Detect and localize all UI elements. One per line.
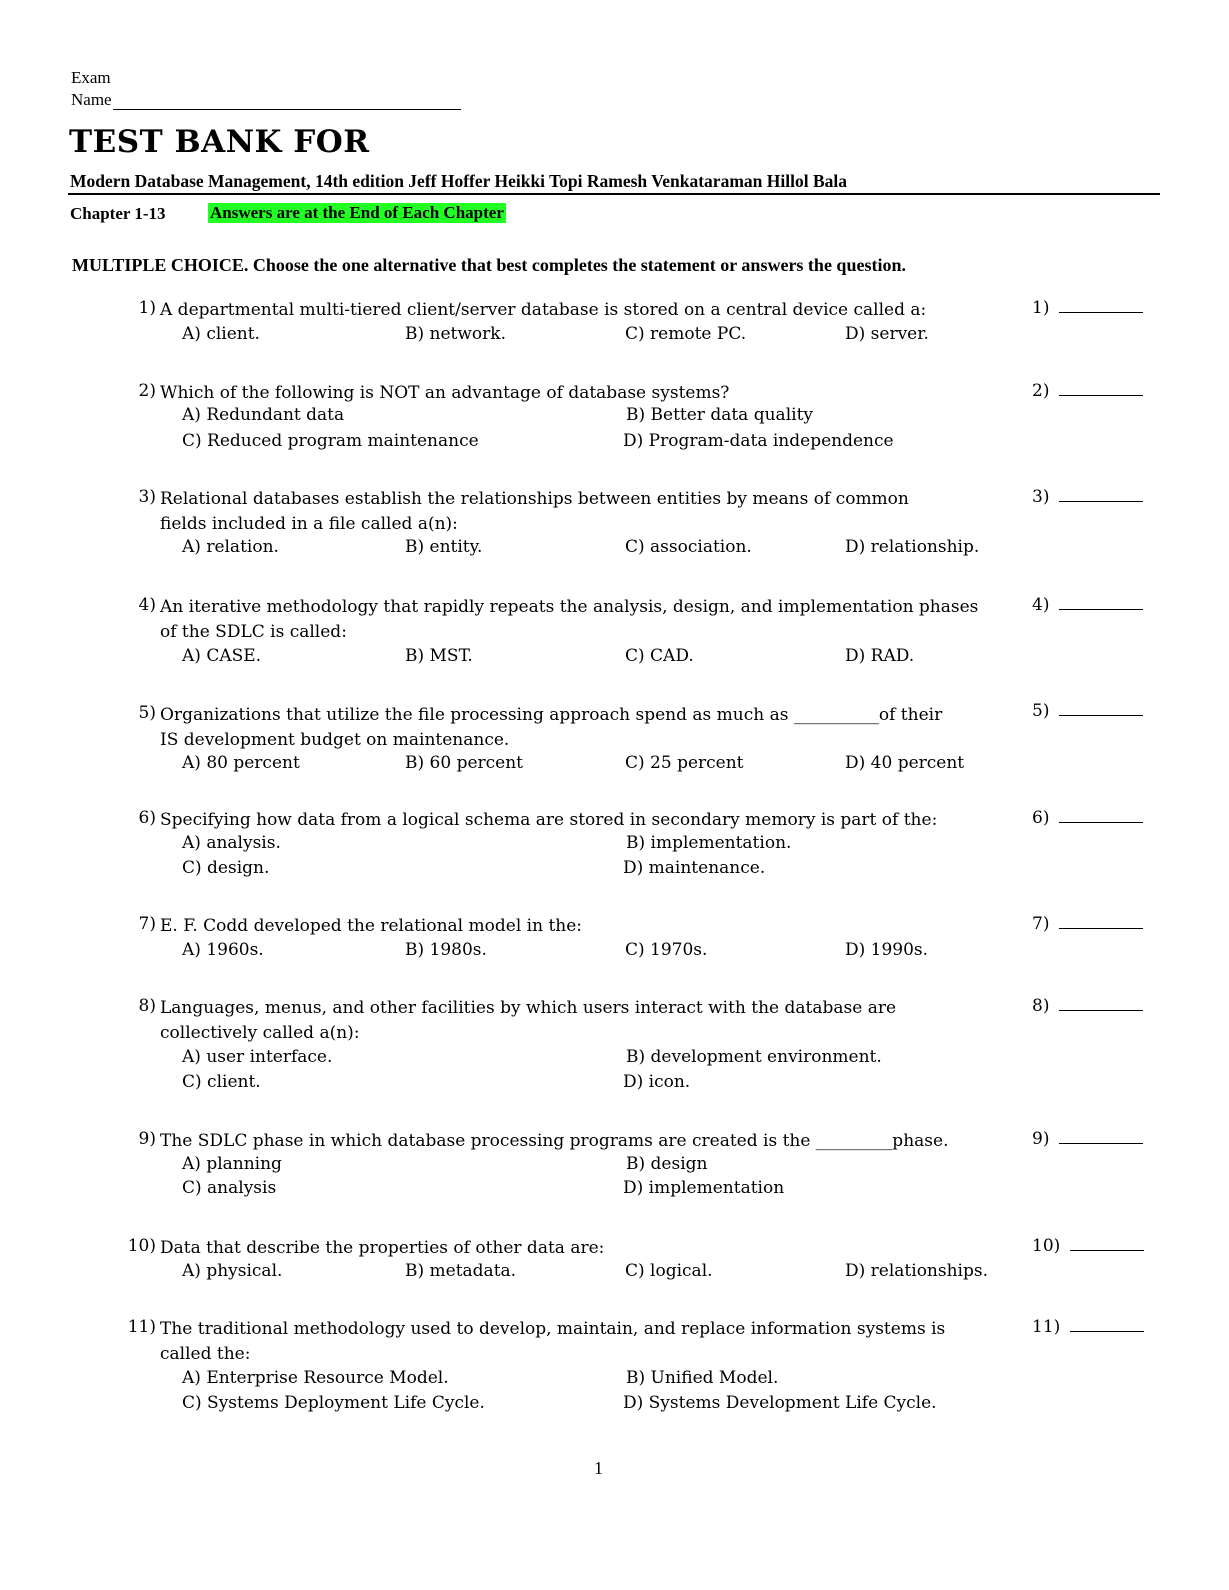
option-c[interactable]: C) Reduced program maintenance <box>182 431 479 451</box>
answer-slot[interactable] <box>1032 914 1143 934</box>
question-number: 4) <box>138 595 156 615</box>
question-text: Relational databases establish the relationships between entities by means of common fields included in a file called a(n): <box>160 489 909 534</box>
option-c[interactable]: C) association. <box>625 537 752 557</box>
option-a[interactable]: A) Redundant data <box>182 405 345 425</box>
option-c[interactable]: C) analysis <box>182 1178 277 1198</box>
option-c[interactable]: C) design. <box>182 858 270 878</box>
name-label: Name <box>71 90 112 109</box>
answer-label: 7) <box>1032 914 1050 934</box>
answer-label: 8) <box>1032 996 1050 1016</box>
option-b[interactable]: B) Better data quality <box>626 405 813 425</box>
chapter-label: Chapter 1-13 <box>70 204 166 223</box>
question-number: 6) <box>138 808 156 828</box>
answer-blank[interactable] <box>1059 595 1143 610</box>
option-c[interactable]: C) 1970s. <box>625 940 708 960</box>
option-d[interactable]: D) icon. <box>623 1072 691 1092</box>
question-text: E. F. Codd developed the relational model in the: <box>160 916 583 936</box>
exam-label: Exam <box>71 68 111 87</box>
answer-blank[interactable] <box>1059 1129 1143 1144</box>
answer-slot[interactable] <box>1032 381 1143 401</box>
option-b[interactable]: B) 1980s. <box>405 940 487 960</box>
answer-label: 3) <box>1032 487 1050 507</box>
option-d[interactable]: D) relationships. <box>845 1261 988 1281</box>
book-subtitle: Modern Database Management, 14th edition Jeff Hoffer Heikki Topi Ramesh Venkataraman Hillol Bala <box>70 171 847 191</box>
answer-slot[interactable] <box>1032 487 1143 507</box>
question-text: Specifying how data from a logical schema are stored in secondary memory is part of the: <box>160 810 938 830</box>
option-a[interactable]: A) client. <box>182 324 260 344</box>
answer-label: 6) <box>1032 808 1050 828</box>
question-text: A departmental multi-tiered client/server database is stored on a central device called a: <box>160 300 927 320</box>
question-number: 9) <box>138 1129 156 1149</box>
option-d[interactable]: D) maintenance. <box>623 858 766 878</box>
option-a[interactable]: A) CASE. <box>182 646 262 666</box>
answer-label: 4) <box>1032 595 1050 615</box>
option-d[interactable]: D) 1990s. <box>845 940 929 960</box>
answer-label: 2) <box>1032 381 1050 401</box>
answer-label: 5) <box>1032 701 1050 721</box>
question-text: Which of the following is NOT an advantage of database systems? <box>160 383 730 403</box>
answer-slot[interactable] <box>1032 701 1143 721</box>
option-b[interactable]: B) implementation. <box>626 833 792 853</box>
option-b[interactable]: B) network. <box>405 324 506 344</box>
option-d[interactable]: D) RAD. <box>845 646 915 666</box>
option-d[interactable]: D) Program-data independence <box>623 431 894 451</box>
answer-blank[interactable] <box>1059 701 1143 716</box>
option-c[interactable]: C) Systems Deployment Life Cycle. <box>182 1393 485 1413</box>
instructions: MULTIPLE CHOICE. Choose the one alternative that best completes the statement or answers the question. <box>72 255 906 275</box>
option-d[interactable]: D) Systems Development Life Cycle. <box>623 1393 937 1413</box>
question-text: An iterative methodology that rapidly repeats the analysis, design, and implementation phases of the SDLC is called: <box>160 597 979 642</box>
option-b[interactable]: B) MST. <box>405 646 473 666</box>
question-number: 7) <box>138 914 156 934</box>
option-c[interactable]: C) 25 percent <box>625 753 744 773</box>
answer-slot[interactable] <box>1032 1317 1144 1337</box>
answer-label: 1) <box>1032 298 1050 318</box>
option-a[interactable]: A) user interface. <box>182 1047 333 1067</box>
header-rule <box>68 193 1160 195</box>
answer-blank[interactable] <box>1059 487 1143 502</box>
answer-blank[interactable] <box>1059 298 1143 313</box>
question-text: The SDLC phase in which database processing programs are created is the _________phase. <box>160 1131 949 1151</box>
question-number: 10) <box>127 1236 156 1256</box>
option-b[interactable]: B) metadata. <box>405 1261 517 1281</box>
answer-label: 9) <box>1032 1129 1050 1149</box>
answer-blank[interactable] <box>1059 914 1143 929</box>
answer-blank[interactable] <box>1070 1236 1144 1251</box>
option-b[interactable]: B) entity. <box>405 537 483 557</box>
answer-slot[interactable] <box>1032 298 1143 318</box>
answer-blank[interactable] <box>1059 381 1143 396</box>
option-b[interactable]: B) development environment. <box>626 1047 882 1067</box>
answer-label: 11) <box>1032 1317 1061 1337</box>
answer-slot[interactable] <box>1032 808 1143 828</box>
option-a[interactable]: A) relation. <box>182 537 279 557</box>
option-d[interactable]: D) implementation <box>623 1178 785 1198</box>
answers-note: Answers are at the End of Each Chapter <box>210 203 504 222</box>
option-c[interactable]: C) logical. <box>625 1261 713 1281</box>
option-d[interactable]: D) 40 percent <box>845 753 965 773</box>
option-c[interactable]: C) CAD. <box>625 646 694 666</box>
question-number: 11) <box>127 1317 156 1337</box>
question-number: 2) <box>138 381 156 401</box>
answer-label: 10) <box>1032 1236 1061 1256</box>
option-a[interactable]: A) planning <box>182 1154 282 1174</box>
answer-slot[interactable] <box>1032 996 1143 1016</box>
question-text: The traditional methodology used to develop, maintain, and replace information systems is called the: <box>160 1319 946 1364</box>
name-row <box>71 90 461 110</box>
option-d[interactable]: D) relationship. <box>845 537 980 557</box>
option-b[interactable]: B) Unified Model. <box>626 1368 779 1388</box>
question-text: Organizations that utilize the file processing approach spend as much as __________of their IS development budget on maintenance. <box>160 705 943 750</box>
question-number: 3) <box>138 487 156 507</box>
question-number: 5) <box>138 703 156 723</box>
page-number: 1 <box>594 1458 603 1478</box>
question-number: 8) <box>138 996 156 1016</box>
answer-blank[interactable] <box>1070 1317 1144 1332</box>
answer-slot[interactable] <box>1032 595 1143 615</box>
question-number: 1) <box>138 298 156 318</box>
answer-blank[interactable] <box>1059 996 1143 1011</box>
option-a[interactable]: A) physical. <box>182 1261 283 1281</box>
page-title: TEST BANK FOR <box>69 124 370 160</box>
option-c[interactable]: C) remote PC. <box>625 324 747 344</box>
option-a[interactable]: A) 1960s. <box>182 940 264 960</box>
option-b[interactable]: B) 60 percent <box>405 753 523 773</box>
option-a[interactable]: A) 80 percent <box>182 753 300 773</box>
option-a[interactable]: A) analysis. <box>182 833 281 853</box>
answer-slot[interactable] <box>1032 1129 1143 1149</box>
option-d[interactable]: D) server. <box>845 324 929 344</box>
name-blank-line[interactable] <box>113 92 461 110</box>
answer-blank[interactable] <box>1059 808 1143 823</box>
question-text: Languages, menus, and other facilities by which users interact with the database are collectively called a(n): <box>160 998 897 1043</box>
question-text: Data that describe the properties of other data are: <box>160 1238 605 1258</box>
answer-slot[interactable] <box>1032 1236 1144 1256</box>
option-a[interactable]: A) Enterprise Resource Model. <box>182 1368 449 1388</box>
option-b[interactable]: B) design <box>626 1154 708 1174</box>
option-c[interactable]: C) client. <box>182 1072 261 1092</box>
